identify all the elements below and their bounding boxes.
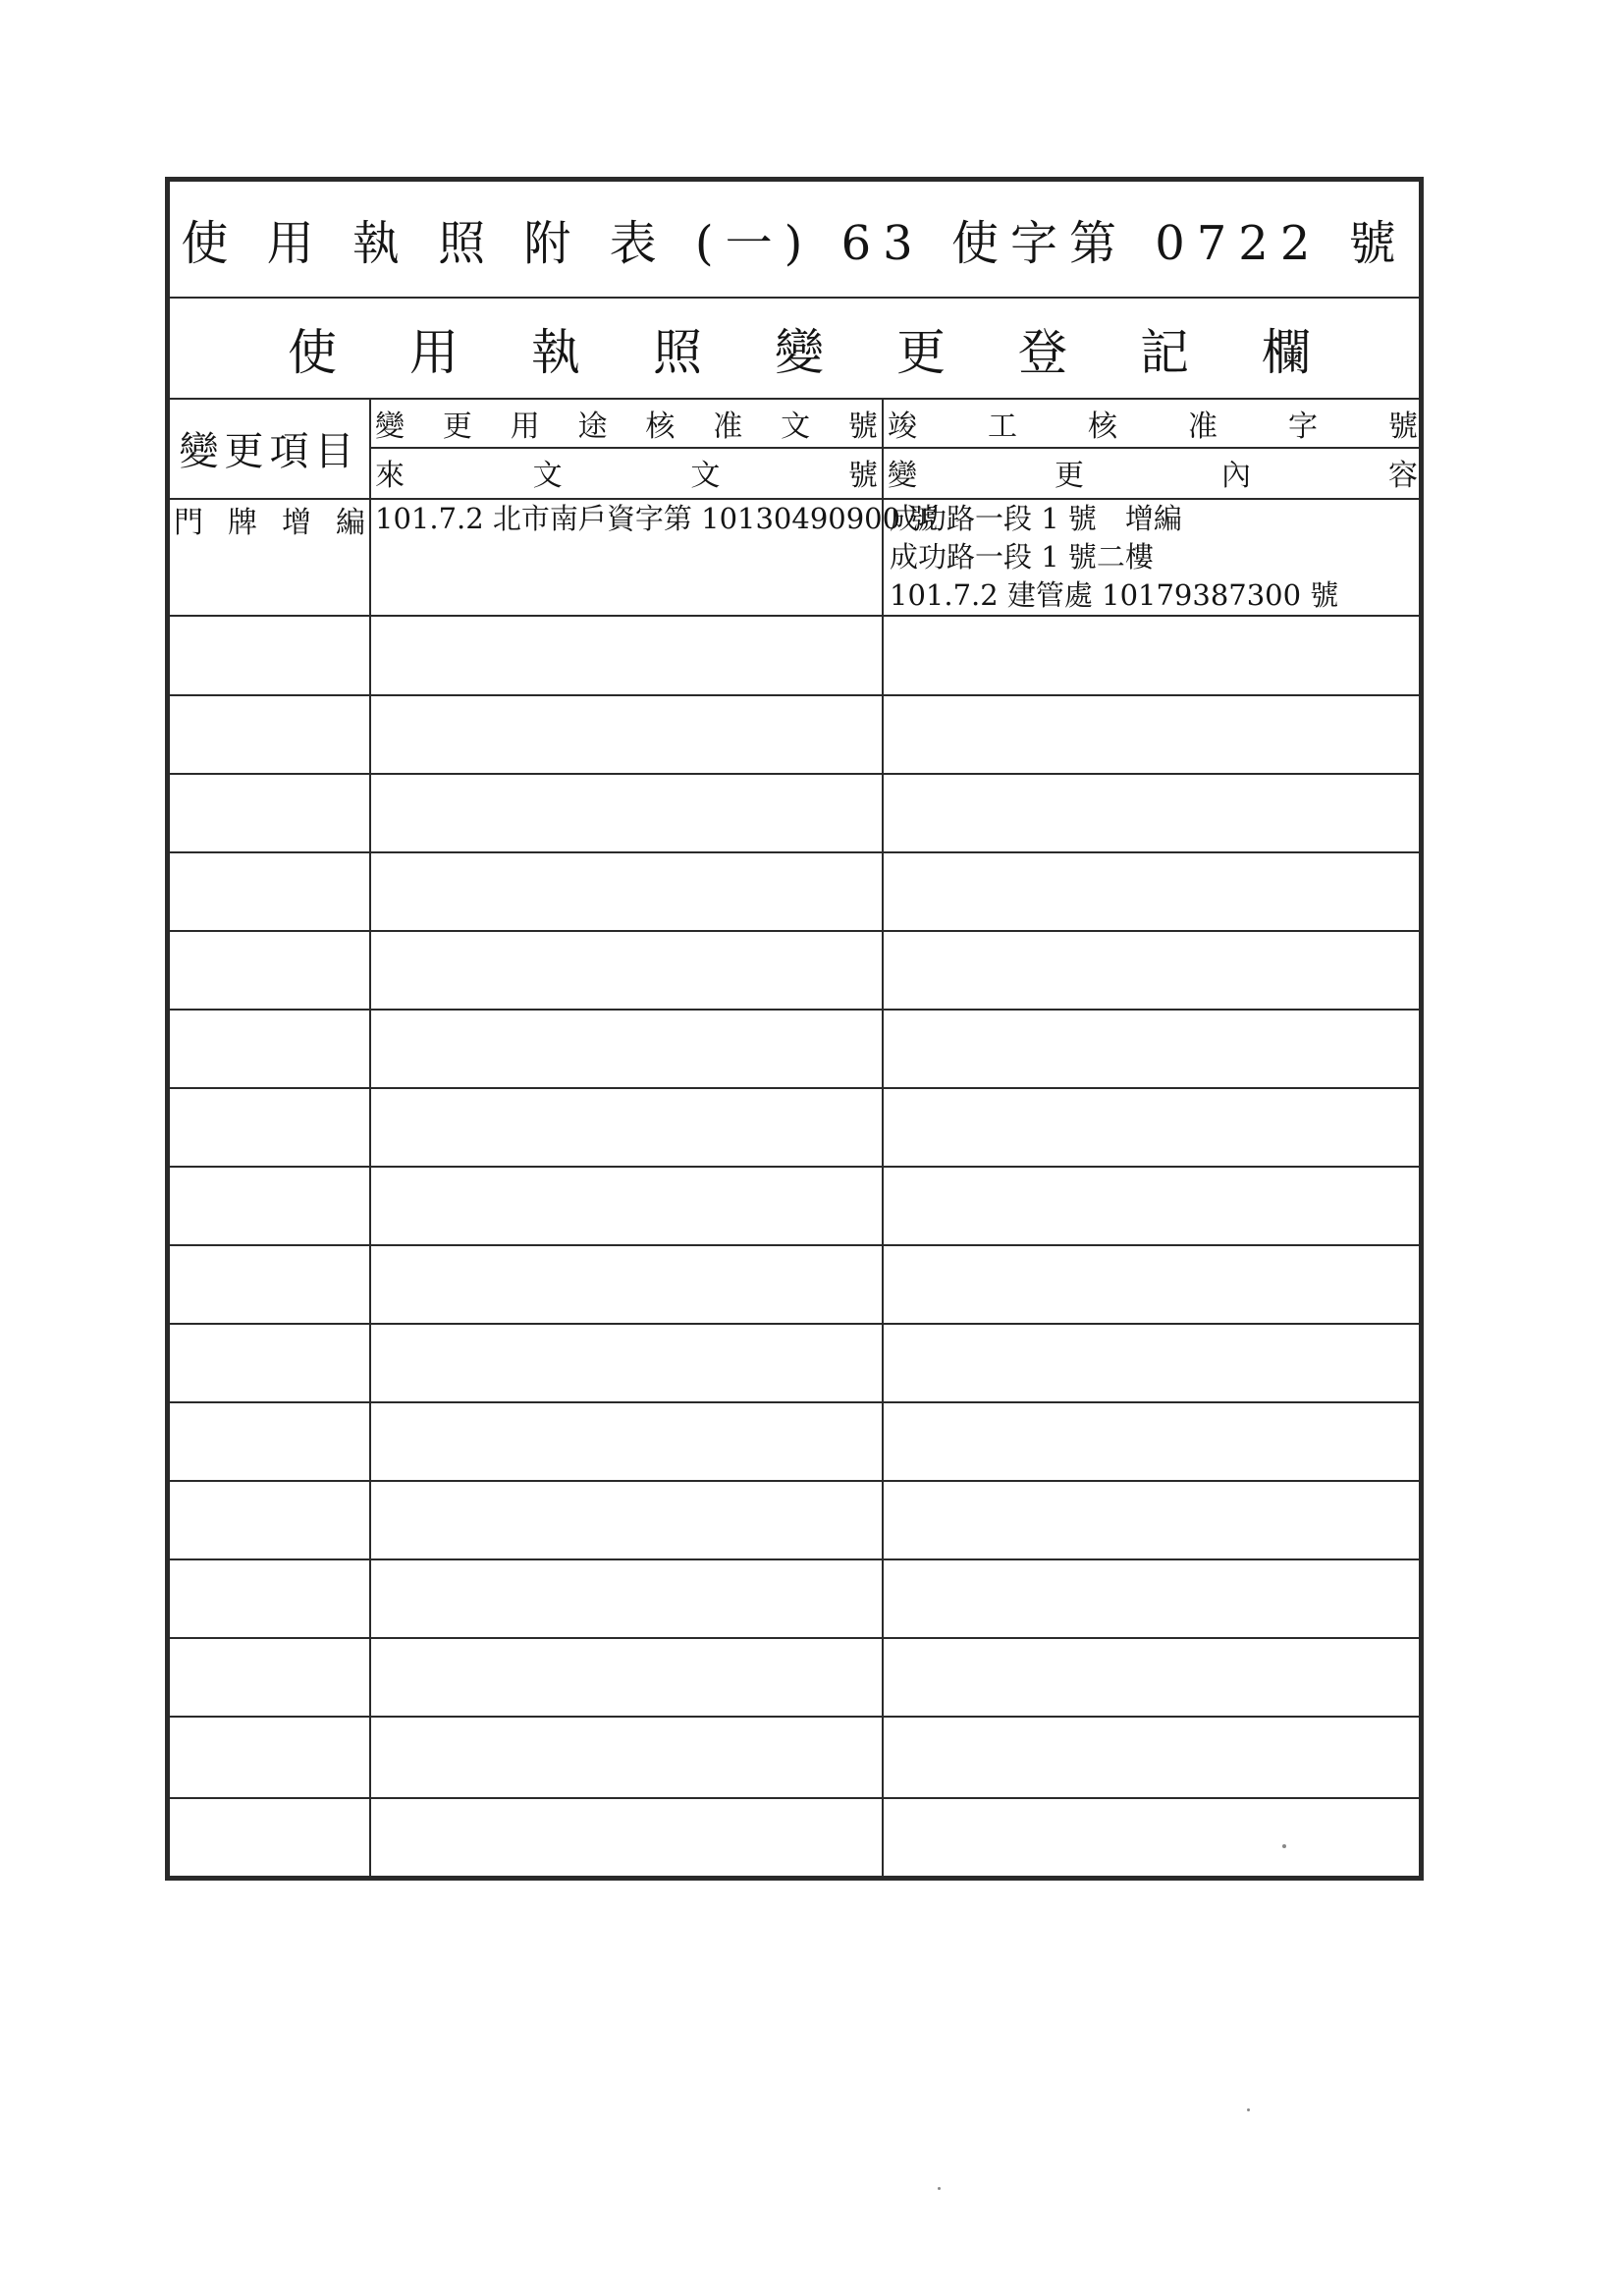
row-divider bbox=[170, 1009, 1419, 1011]
header-char: 工 bbox=[988, 410, 1017, 444]
entry-item-char: 牌 bbox=[228, 506, 257, 540]
entry-content-line: 成功路一段 1 號 增編 bbox=[890, 502, 1182, 535]
scan-speck bbox=[1247, 2108, 1250, 2111]
header-char: 號 bbox=[847, 410, 878, 444]
scan-speck bbox=[938, 2187, 941, 2190]
header-char: 變 bbox=[375, 410, 405, 444]
entry-item-char: 門 bbox=[174, 506, 203, 540]
subtitle-char: 記 bbox=[1140, 323, 1189, 381]
header-usage-approval-no bbox=[371, 400, 882, 447]
header-char: 文 bbox=[690, 459, 721, 493]
entry-item-char: 編 bbox=[336, 506, 365, 540]
row-divider bbox=[170, 1637, 1419, 1639]
row-divider bbox=[170, 1244, 1419, 1246]
form-subtitle bbox=[170, 299, 1419, 398]
header-char: 竣 bbox=[888, 410, 917, 444]
use-permit-form bbox=[165, 177, 1424, 1881]
row-divider bbox=[170, 930, 1419, 932]
header-char: 核 bbox=[645, 410, 676, 444]
row-divider bbox=[170, 1558, 1419, 1560]
row-divider bbox=[170, 1323, 1419, 1325]
row-divider bbox=[170, 615, 1419, 617]
entry-content-line: 101.7.2 建管處 10179387300 號 bbox=[890, 578, 1339, 612]
header-char: 途 bbox=[577, 410, 608, 444]
header-change-content bbox=[884, 449, 1422, 496]
row-divider bbox=[170, 1401, 1419, 1403]
subtitle-char: 更 bbox=[896, 323, 946, 381]
entry-change-item bbox=[170, 500, 369, 539]
header-char: 文 bbox=[781, 410, 811, 444]
header-char: 准 bbox=[713, 410, 743, 444]
column-divider bbox=[369, 398, 371, 1876]
header-char: 容 bbox=[1388, 459, 1418, 493]
subtitle-char: 照 bbox=[653, 323, 702, 381]
row-divider bbox=[170, 1166, 1419, 1168]
subtitle-char: 使 bbox=[288, 323, 337, 381]
header-char: 用 bbox=[510, 410, 540, 444]
row-divider bbox=[369, 447, 1422, 449]
form-title: 使 用 執 照 附 表 (一) 63 使字第 0722 號 bbox=[181, 216, 1408, 271]
row-divider bbox=[170, 1797, 1419, 1799]
header-char: 更 bbox=[442, 410, 472, 444]
subtitle-char: 登 bbox=[1018, 323, 1067, 381]
row-divider bbox=[170, 773, 1419, 775]
entry-doc-no: 101.7.2 北市南戶資字第 10130490900 號 bbox=[375, 502, 939, 535]
header-char: 更 bbox=[1055, 459, 1084, 493]
row-divider bbox=[170, 694, 1419, 696]
header-char: 號 bbox=[847, 459, 878, 493]
row-divider bbox=[170, 1087, 1419, 1089]
subtitle-char: 變 bbox=[775, 323, 824, 381]
header-char: 文 bbox=[532, 459, 563, 493]
scan-speck bbox=[1282, 1844, 1286, 1848]
header-incoming-doc-no bbox=[371, 449, 882, 496]
header-char: 內 bbox=[1221, 459, 1251, 493]
header-char: 字 bbox=[1288, 410, 1318, 444]
row-divider bbox=[170, 1480, 1419, 1482]
header-char: 來 bbox=[375, 459, 405, 493]
column-divider bbox=[882, 398, 884, 1876]
subtitle-char: 執 bbox=[531, 323, 580, 381]
form-title-row bbox=[170, 182, 1419, 297]
entry-content-line: 成功路一段 1 號二樓 bbox=[890, 540, 1154, 574]
row-divider bbox=[170, 851, 1419, 853]
header-completion-approval-no bbox=[884, 400, 1422, 447]
header-char: 變 bbox=[888, 459, 917, 493]
header-change-item: 變更項目 bbox=[179, 429, 360, 474]
subtitle-char: 用 bbox=[409, 323, 459, 381]
header-char: 准 bbox=[1188, 410, 1217, 444]
entry-item-char: 增 bbox=[282, 506, 311, 540]
header-char: 核 bbox=[1088, 410, 1117, 444]
header-char: 號 bbox=[1388, 410, 1418, 444]
row-divider bbox=[170, 1716, 1419, 1718]
subtitle-char: 欄 bbox=[1262, 323, 1311, 381]
